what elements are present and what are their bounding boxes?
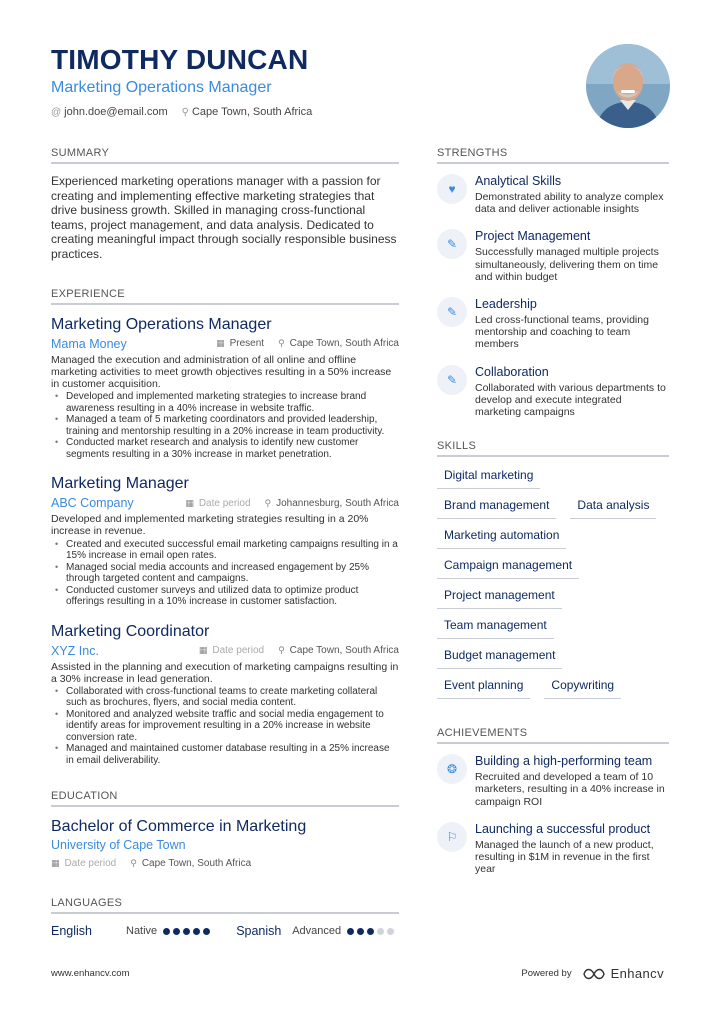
achievement-item <box>437 754 669 808</box>
job-entry <box>51 474 399 607</box>
skill-tag: Marketing automation <box>437 527 566 549</box>
job-bullets <box>51 539 399 608</box>
location-text: Cape Town, South Africa <box>191 106 313 118</box>
languages-heading: LANGUAGES <box>51 897 399 914</box>
rating-dot-filled <box>357 928 364 935</box>
strength-item <box>437 365 669 419</box>
language-rating-spanish <box>347 928 394 935</box>
job-location <box>278 338 399 349</box>
strength-title: Project Management <box>475 229 591 244</box>
language-rating-english <box>163 928 210 935</box>
job-location-text: Johannesburg, South Africa <box>276 497 399 509</box>
job-description: Assisted in the planning and execution of marketing campaigns resulting in a 30% increase in lead generation. <box>51 660 399 685</box>
rating-dot-filled <box>163 928 170 935</box>
skill-tag: Project management <box>437 587 562 609</box>
job-bullets <box>51 391 399 460</box>
school-name: University of Cape Town <box>51 838 186 853</box>
language-name: English <box>51 924 92 939</box>
job-bullet: • Managed a team of 5 marketing coordinators and provided leadership, training and mentorship resulting in a 20% increase in team productivity. <box>51 414 399 437</box>
education-date-text: Date period <box>64 857 117 869</box>
skill-tag: Copywriting <box>544 677 621 699</box>
language-name: Spanish <box>236 924 282 939</box>
achievement-title: Launching a successful product <box>475 821 651 836</box>
contact-email[interactable] <box>51 106 168 118</box>
job-bullet: • Collaborated with cross-functional teams to create marketing collateral such as brochures, flyers, and social media content. <box>51 686 399 709</box>
email-text: john.doe@email.com <box>64 106 168 118</box>
languages-list <box>51 924 399 938</box>
rating-dot-filled <box>173 928 180 935</box>
experience-heading: EXPERIENCE <box>51 288 399 305</box>
achievement-description: Recruited and developed a team of 10 marketers, resulting in a 40% increase in campaign ROI <box>475 771 665 808</box>
brain-icon: ❂ <box>437 754 467 784</box>
job-description: Managed the execution and administration of all online and offline marketing activities to meet growth objectives resulting in a 50% increase in customer acquisition. <box>51 353 392 390</box>
calendar-icon: ▦ <box>198 645 208 656</box>
page-footer <box>51 966 664 981</box>
job-bullet: • Managed social media accounts and increased engagement by 25% through targeted content and campaigns. <box>51 562 399 585</box>
magic-wand-icon: ✎ <box>437 297 467 327</box>
heart-icon: ♥ <box>437 174 467 204</box>
job-date <box>185 498 250 509</box>
education-location <box>130 858 251 869</box>
calendar-icon: ▦ <box>185 497 194 508</box>
achievement-item <box>437 822 669 876</box>
job-bullet: • Conducted market research and analysis to identify new customer segments resulting in a 30% increase in market penetration. <box>51 437 399 460</box>
job-date-text: Date period <box>212 645 265 657</box>
education-heading: EDUCATION <box>51 790 399 807</box>
rating-dot-filled <box>367 928 374 935</box>
enhancv-logo-icon <box>582 968 606 980</box>
job-meta <box>51 495 399 511</box>
candidate-role: Marketing Operations Manager <box>51 79 272 96</box>
job-date <box>199 645 264 656</box>
rating-dot-filled <box>193 928 200 935</box>
powered-by <box>521 966 664 981</box>
powered-by-label: Powered by <box>521 968 572 979</box>
contact-info <box>51 106 571 118</box>
job-bullets <box>51 686 399 767</box>
job-description: Developed and implemented marketing strategies resulting in a 20% increase in revenue. <box>51 513 369 538</box>
strength-description: Led cross-functional teams, providing mentorship and coaching to team members <box>475 314 649 351</box>
strength-title: Collaboration <box>475 364 549 379</box>
skill-tag: Data analysis <box>570 497 656 519</box>
resume-header <box>51 44 571 118</box>
location-pin-icon: ⚲ <box>264 497 272 508</box>
job-bullet: • Managed and maintained customer database resulting in a 25% increase in email deliverability. <box>51 743 399 766</box>
rating-dot-empty <box>377 928 384 935</box>
job-bullet: • Monitored and analyzed website traffic and social media engagement to identify areas for improvement resulting in a 20% increase in website conversion rate. <box>51 709 399 744</box>
language-level: Native <box>126 925 158 938</box>
skill-tag: Brand management <box>437 497 556 519</box>
skill-tag: Event planning <box>437 677 530 699</box>
job-date-text: Present <box>229 338 265 350</box>
right-column <box>437 147 669 889</box>
job-title: Marketing Manager <box>51 475 189 493</box>
rating-dot-filled <box>203 928 210 935</box>
summary-text: Experienced marketing operations manager with a passion for creating and implementing effective marketing strategies that drive business growth. Skilled in managing cross-functional teams, project management, and data analysis. Dedicated to creating meaningful impact through socially responsible business practices. <box>51 174 397 261</box>
job-location <box>278 645 399 656</box>
skill-tag: Campaign management <box>437 557 579 579</box>
brand-logo[interactable] <box>582 966 664 981</box>
location-pin-icon: ⚲ <box>278 338 285 349</box>
strength-description: Collaborated with various departments to develop and execute integrated marketing campaigns <box>475 381 666 419</box>
company-name: XYZ Inc. <box>51 643 99 658</box>
job-location-text: Cape Town, South Africa <box>289 338 399 350</box>
flag-icon: ⚐ <box>437 822 467 852</box>
education-date <box>51 858 116 869</box>
strength-item <box>437 297 669 351</box>
location-pin-icon: ⚲ <box>278 645 285 656</box>
strength-item <box>437 174 669 215</box>
left-column <box>51 147 399 938</box>
job-entry <box>51 622 399 767</box>
at-icon: @ <box>51 107 62 118</box>
strength-description: Successfully managed multiple projects simultaneously, delivering them on time and within budget <box>475 246 659 283</box>
skill-tag: Team management <box>437 617 554 639</box>
strengths-heading: STRENGTHS <box>437 147 669 164</box>
rating-dot-filled <box>347 928 354 935</box>
skills-heading: SKILLS <box>437 440 669 457</box>
calendar-icon: ▦ <box>216 338 225 349</box>
job-bullet: • Conducted customer surveys and utilized data to optimize product offerings resulting in a 10% increase in customer satisfaction. <box>51 585 399 608</box>
footer-website-link[interactable]: www.enhancv.com <box>51 968 130 979</box>
calendar-icon: ▦ <box>51 857 60 868</box>
brand-name: Enhancv <box>610 966 664 981</box>
education-location-text: Cape Town, South Africa <box>141 857 252 869</box>
company-name: ABC Company <box>51 496 134 511</box>
education-meta <box>51 855 399 871</box>
job-location <box>265 498 399 509</box>
job-location-text: Cape Town, South Africa <box>289 645 399 657</box>
achievement-description: Managed the launch of a new product, resulting in $1M in revenue in the first year <box>475 838 654 876</box>
location-pin-icon: ⚲ <box>181 107 189 118</box>
job-title: Marketing Coordinator <box>51 622 210 640</box>
job-title: Marketing Operations Manager <box>51 315 272 333</box>
magic-wand-icon: ✎ <box>437 365 467 395</box>
achievements-heading: ACHIEVEMENTS <box>437 727 669 744</box>
skills-list <box>437 467 669 699</box>
strength-title: Analytical Skills <box>475 174 562 188</box>
language-level: Advanced <box>292 925 342 938</box>
skill-tag: Digital marketing <box>437 467 540 489</box>
magic-wand-icon: ✎ <box>437 229 467 259</box>
summary-heading: SUMMARY <box>51 147 399 164</box>
candidate-name: TIMOTHY DUNCAN <box>51 44 309 75</box>
contact-location <box>182 106 313 118</box>
job-date-text: Date period <box>198 497 251 509</box>
degree-title: Bachelor of Commerce in Marketing <box>51 818 307 836</box>
profile-photo <box>586 44 670 128</box>
skill-tag: Budget management <box>437 647 562 669</box>
company-name: Mama Money <box>51 336 127 351</box>
education-entry <box>51 817 399 871</box>
rating-dot-filled <box>183 928 190 935</box>
job-meta <box>51 336 399 352</box>
job-date <box>216 338 264 349</box>
job-entry <box>51 315 399 461</box>
achievement-title: Building a high-performing team <box>475 754 653 769</box>
job-bullet: • Created and executed successful email marketing campaigns resulting in a 15% increase in email open rates. <box>51 539 399 562</box>
strength-item <box>437 229 669 283</box>
location-pin-icon: ⚲ <box>130 857 137 868</box>
rating-dot-empty <box>387 928 394 935</box>
job-meta <box>51 643 399 659</box>
strength-title: Leadership <box>475 297 537 312</box>
job-bullet: • Developed and implemented marketing strategies to increase brand awareness resulting in a 40% increase in website traffic. <box>51 391 399 414</box>
strength-description: Demonstrated ability to analyze complex data and deliver actionable insights <box>475 191 664 216</box>
